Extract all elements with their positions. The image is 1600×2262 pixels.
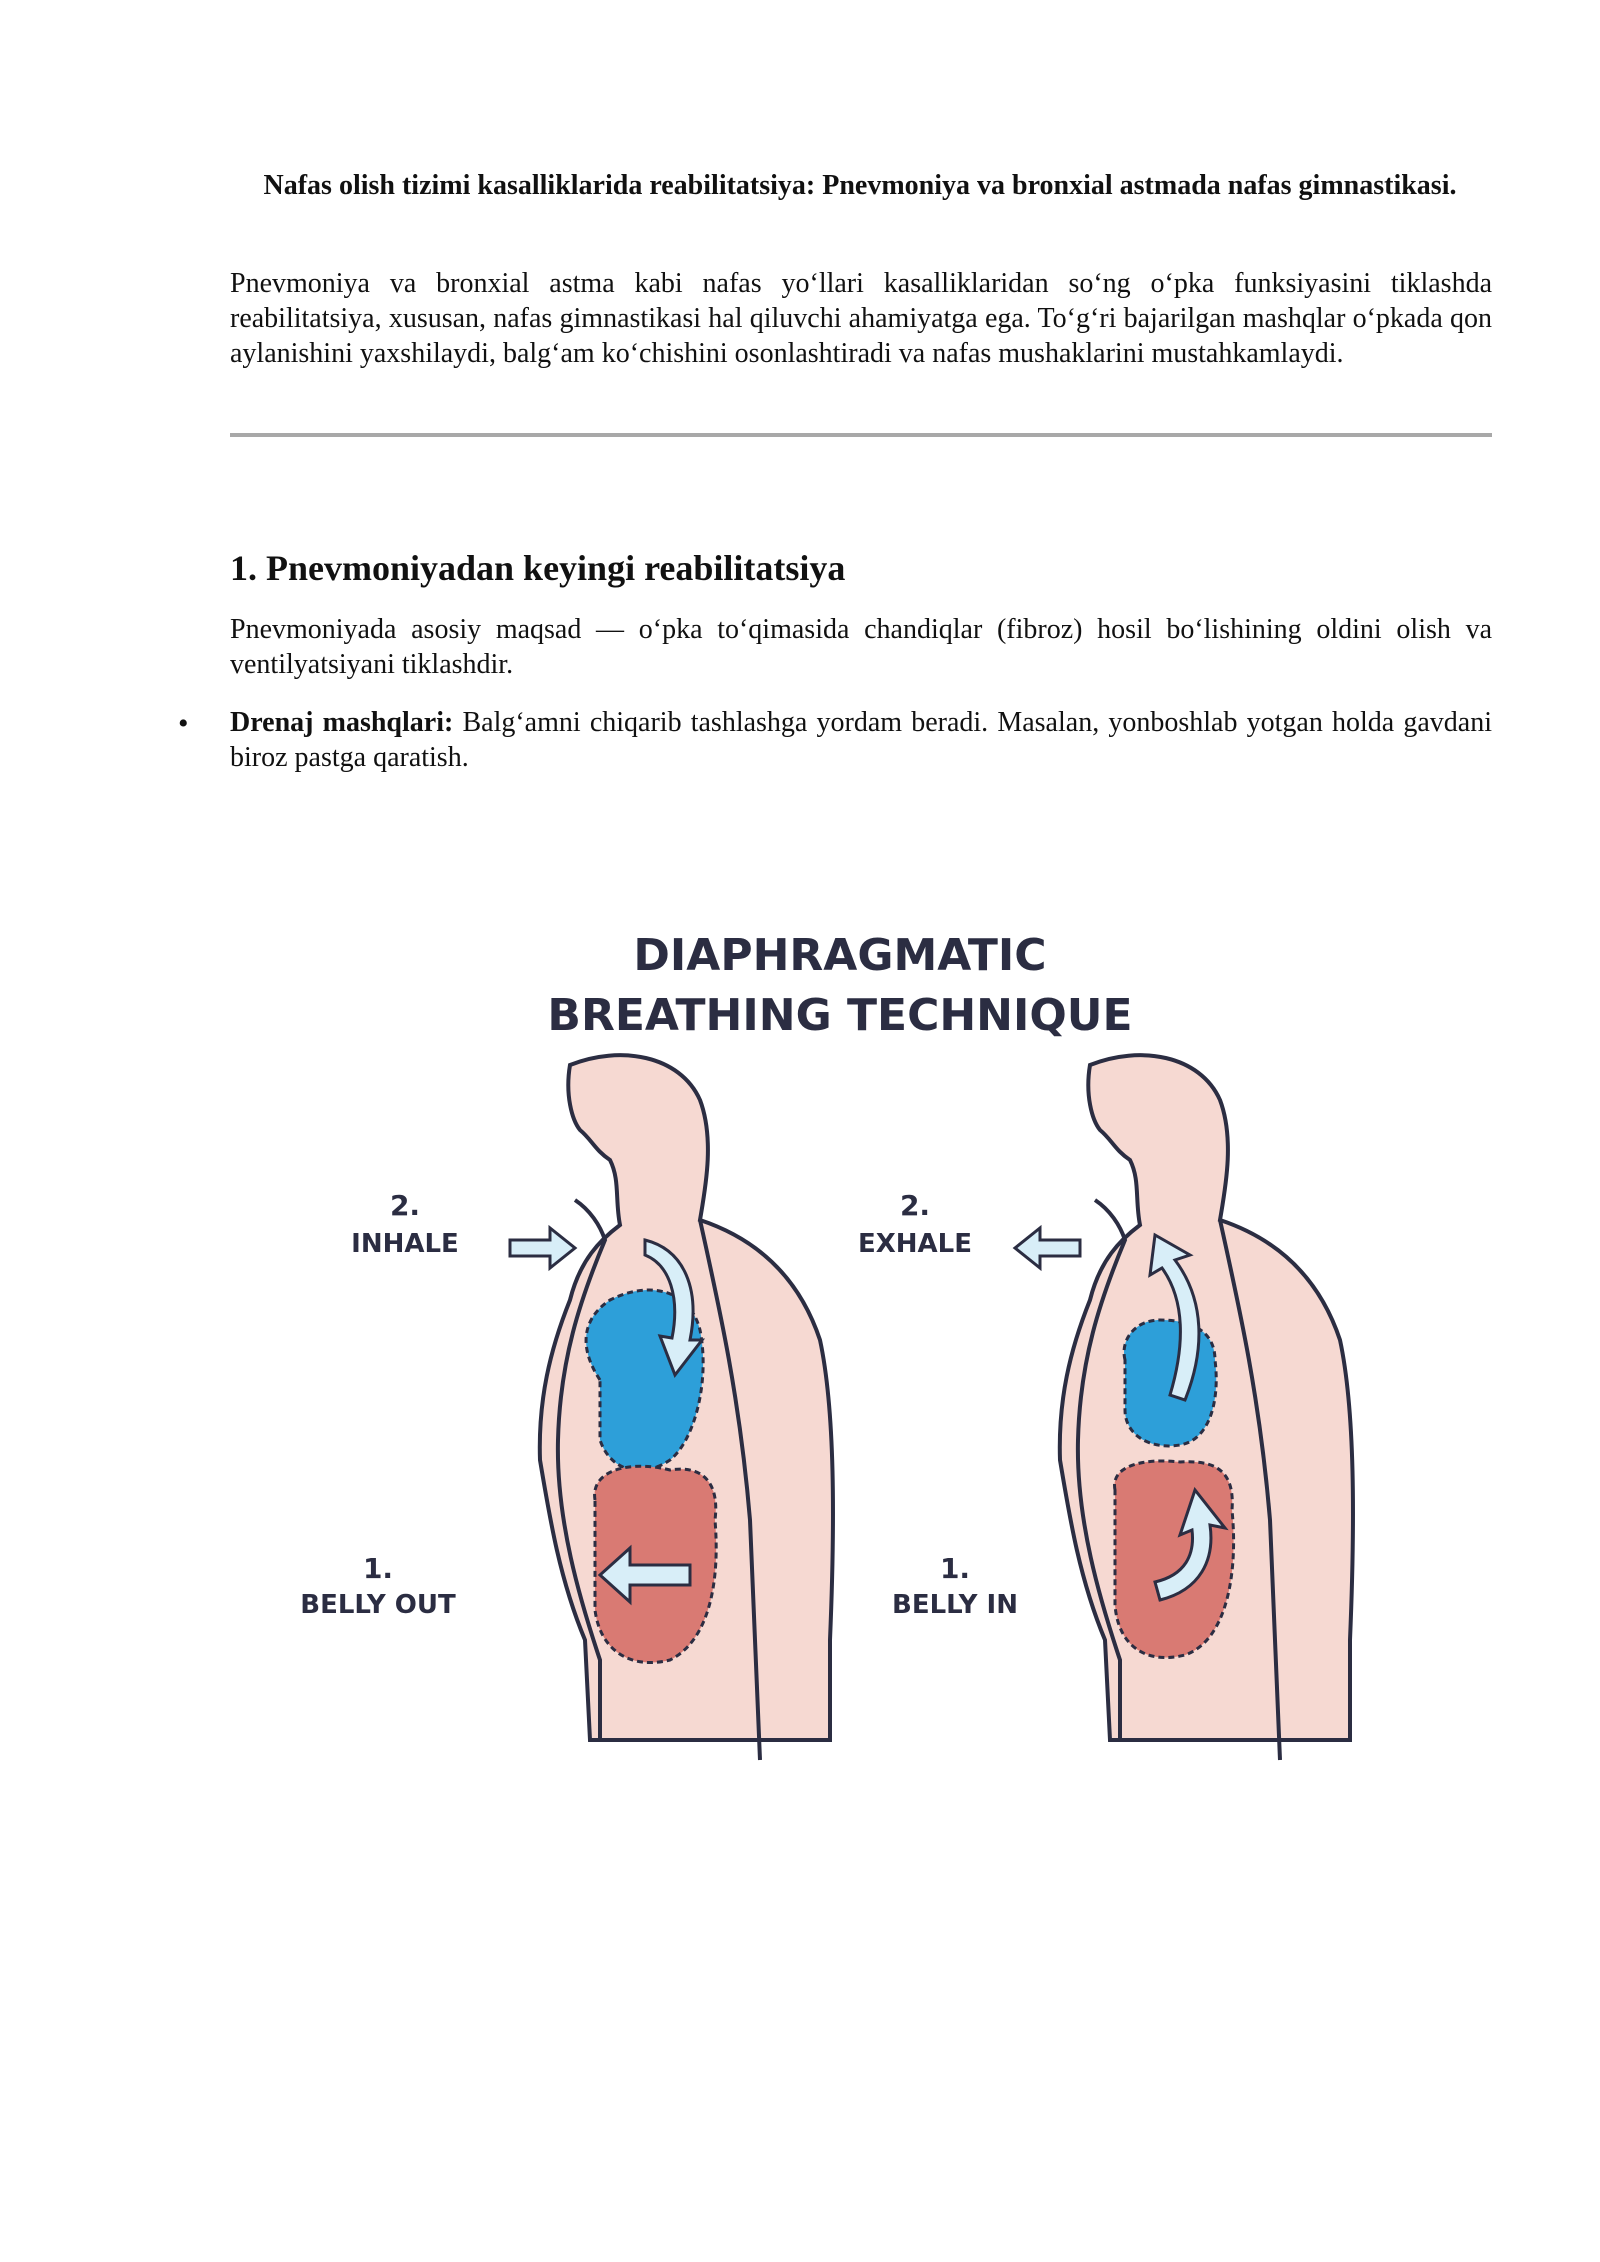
inhale-arrow (510, 1228, 575, 1268)
right-step2-number: 2. (899, 1189, 931, 1222)
intro-paragraph: Pnevmoniya va bronxial astma kabi nafas yo‘llari kasalliklaridan so‘ng o‘pka funksiyasini tiklashda reabilitatsiya, xususan, nafas gimnastikasi hal qiluvchi ahamiyatga ega. To‘g‘ri bajarilgan mashqlar o‘pkada qon aylanishini yaxshilaydi, balg‘am ko‘chishini osonlashtiradi va nafas mushaklarini mustahkamlaydi. (230, 268, 1492, 369)
left-step1-number: 1. (362, 1552, 394, 1585)
right-step1-number: 1. (939, 1552, 971, 1585)
breathing-illustration (220, 880, 1420, 1940)
left-body-figure (300, 1055, 833, 1760)
section-heading: 1. Pnevmoniyadan keyingi reabilitatsiya (230, 548, 846, 588)
bullet-item (230, 705, 1492, 775)
horizontal-divider (230, 433, 1492, 437)
belly-out-label: BELLY OUT (300, 1590, 456, 1620)
section-paragraph: Pnevmoniyada asosiy maqsad — o‘pka to‘qimasida chandiqlar (fibroz) hosil bo‘lishining oldini olish va ventilyatsiyani tiklashdir. (230, 614, 1492, 680)
inhale-label: INHALE (351, 1229, 459, 1259)
exhale-arrow (1015, 1228, 1080, 1268)
breathing-figure (220, 880, 1420, 1940)
document-title: Nafas olish tizimi kasalliklarida reabilitatsiya: Pnevmoniya va bronxial astmada nafas gimnastikasi. (263, 170, 1457, 201)
bullet-text: Balg‘amni chiqarib tashlashga yordam beradi. Masalan, yonboshlab yotgan holda gavdani biroz pastga qaratish. (230, 707, 1492, 773)
left-step2-number: 2. (389, 1189, 421, 1222)
right-body-figure (858, 1055, 1353, 1760)
bullet-marker: • (178, 707, 189, 740)
figure-title-line1: DIAPHRAGMATIC (633, 930, 1047, 981)
belly-in-label: BELLY IN (892, 1590, 1018, 1620)
right-lungs-deflated (1124, 1320, 1216, 1446)
bullet-term: Drenaj mashqlari: (230, 707, 454, 738)
figure-title-line2: BREATHING TECHNIQUE (547, 990, 1133, 1041)
exhale-label: EXHALE (857, 1229, 973, 1259)
